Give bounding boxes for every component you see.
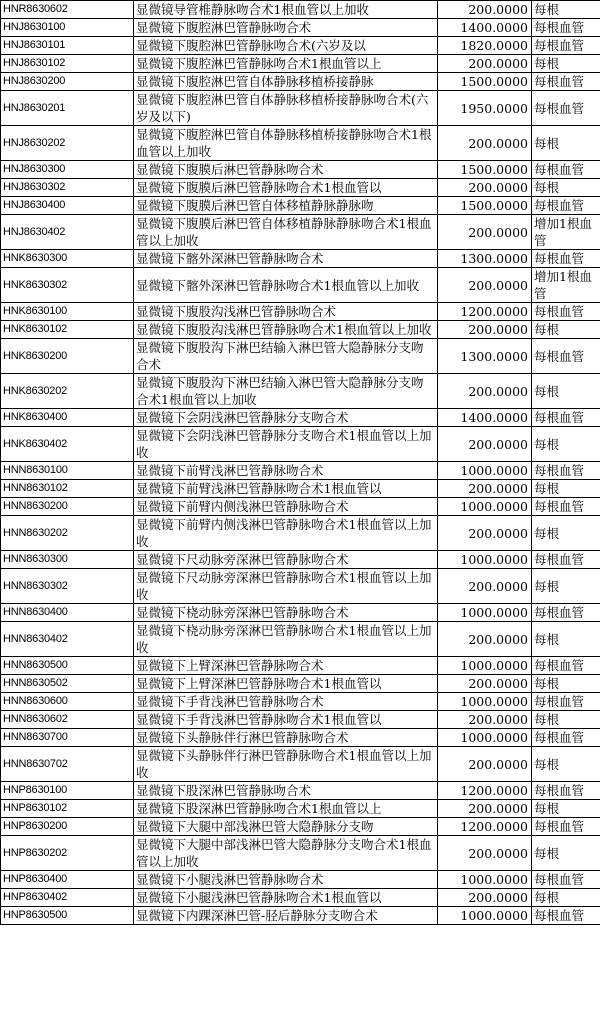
table-row [1,19,600,37]
item-name-cell: 显微镜下股深淋巴管静脉吻合术1根血管以上 [134,800,438,818]
item-name-cell: 显微镜下腹膜后淋巴管自体移植静脉静脉吻合术1根血管以上加收 [134,215,438,250]
item-name-cell: 显微镜下腹膜后淋巴管静脉吻合术1根血管以 [134,179,438,197]
item-unit-cell: 每根 [532,800,600,818]
table-row [1,37,600,55]
table-row [1,179,600,197]
item-unit-cell: 增加1根血管 [532,268,600,303]
table-row [1,73,600,91]
item-price-cell: 1950.0000 [438,91,532,126]
item-code-cell: HNP8630100 [1,782,134,800]
table-row [1,871,600,889]
item-name-cell: 显微镜下腹腔淋巴管静脉吻合术 [134,19,438,37]
item-name-cell: 显微镜下小腿浅淋巴管静脉吻合术 [134,871,438,889]
item-price-cell: 1500.0000 [438,73,532,91]
item-unit-cell: 每根 [532,55,600,73]
item-unit-cell: 每根血管 [532,782,600,800]
item-unit-cell: 每根血管 [532,19,600,37]
item-unit-cell: 每根血管 [532,871,600,889]
item-price-cell: 200.0000 [438,569,532,604]
item-code-cell: HNJ8630200 [1,73,134,91]
item-unit-cell: 每根血管 [532,693,600,711]
item-code-cell: HNJ8630202 [1,126,134,161]
item-code-cell: HNK8630302 [1,268,134,303]
item-unit-cell: 每根血管 [532,73,600,91]
item-code-cell: HNN8630700 [1,729,134,747]
item-name-cell: 显微镜下头静脉伴行淋巴管静脉吻合术 [134,729,438,747]
table-row [1,250,600,268]
table-row [1,657,600,675]
item-code-cell: HNN8630400 [1,604,134,622]
table-row [1,161,600,179]
item-name-cell: 显微镜下腹腔淋巴管静脉吻合术1根血管以上 [134,55,438,73]
table-row [1,91,600,126]
item-price-cell: 200.0000 [438,55,532,73]
item-code-cell: HNJ8630402 [1,215,134,250]
table-row [1,516,600,551]
table-row [1,800,600,818]
item-name-cell: 显微镜下腹股沟浅淋巴管静脉吻合术1根血管以上加收 [134,321,438,339]
item-code-cell: HNP8630200 [1,818,134,836]
item-unit-cell: 每根 [532,622,600,657]
item-name-cell: 显微镜下大腿中部浅淋巴管大隐静脉分支吻合术1根血管以上加收 [134,836,438,871]
item-price-cell: 1200.0000 [438,818,532,836]
item-unit-cell: 每根血管 [532,409,600,427]
item-price-cell: 1400.0000 [438,19,532,37]
table-row [1,303,600,321]
item-name-cell: 显微镜下内踝深淋巴管-胫后静脉分支吻合术 [134,907,438,925]
table-row [1,729,600,747]
table-row [1,836,600,871]
item-code-cell: HNN8630300 [1,551,134,569]
item-code-cell: HNJ8630101 [1,37,134,55]
item-unit-cell: 每根 [532,374,600,409]
item-name-cell: 显微镜下尺动脉旁深淋巴管静脉吻合术1根血管以上加收 [134,569,438,604]
item-unit-cell: 每根血管 [532,498,600,516]
item-code-cell: HNP8630500 [1,907,134,925]
item-unit-cell: 每根血管 [532,907,600,925]
table-row [1,462,600,480]
item-price-cell: 200.0000 [438,622,532,657]
item-unit-cell: 每根 [532,480,600,498]
table-row [1,427,600,462]
table-row [1,622,600,657]
item-price-cell: 200.0000 [438,711,532,729]
item-unit-cell: 每根 [532,321,600,339]
item-unit-cell: 增加1根血管 [532,215,600,250]
table-row [1,551,600,569]
item-unit-cell: 每根血管 [532,339,600,374]
item-unit-cell: 每根血管 [532,657,600,675]
item-price-cell: 200.0000 [438,268,532,303]
item-price-cell: 200.0000 [438,889,532,907]
item-unit-cell: 每根 [532,1,600,19]
item-price-cell: 200.0000 [438,427,532,462]
item-name-cell: 显微镜下头静脉伴行淋巴管静脉吻合术1根血管以上加收 [134,747,438,782]
item-code-cell: HNP8630202 [1,836,134,871]
table-row [1,675,600,693]
item-price-cell: 1200.0000 [438,782,532,800]
item-price-cell: 200.0000 [438,836,532,871]
item-code-cell: HNK8630102 [1,321,134,339]
item-code-cell: HNN8630502 [1,675,134,693]
item-code-cell: HNJ8630201 [1,91,134,126]
item-price-cell: 1500.0000 [438,197,532,215]
item-price-cell: 1500.0000 [438,161,532,179]
item-unit-cell: 每根 [532,126,600,161]
table-row [1,374,600,409]
item-name-cell: 显微镜导管椎静脉吻合术1根血管以上加收 [134,1,438,19]
item-price-cell: 200.0000 [438,747,532,782]
item-code-cell: HNN8630102 [1,480,134,498]
fee-table-body [1,1,600,925]
table-row [1,55,600,73]
item-price-cell: 200.0000 [438,126,532,161]
item-name-cell: 显微镜下上臂深淋巴管静脉吻合术1根血管以 [134,675,438,693]
item-name-cell: 显微镜下桡动脉旁深淋巴管静脉吻合术1根血管以上加收 [134,622,438,657]
item-price-cell: 1200.0000 [438,303,532,321]
item-code-cell: HNK8630202 [1,374,134,409]
table-row [1,907,600,925]
item-unit-cell: 每根 [532,711,600,729]
item-price-cell: 1000.0000 [438,693,532,711]
item-name-cell: 显微镜下髂外深淋巴管静脉吻合术1根血管以上加收 [134,268,438,303]
table-row [1,747,600,782]
item-price-cell: 200.0000 [438,480,532,498]
item-unit-cell: 每根血管 [532,303,600,321]
item-unit-cell: 每根 [532,747,600,782]
item-unit-cell: 每根血管 [532,91,600,126]
table-row [1,268,600,303]
item-unit-cell: 每根血管 [532,462,600,480]
item-name-cell: 显微镜下大腿中部浅淋巴管大隐静脉分支吻 [134,818,438,836]
item-price-cell: 1000.0000 [438,657,532,675]
item-code-cell: HNN8630600 [1,693,134,711]
item-name-cell: 显微镜下上臂深淋巴管静脉吻合术 [134,657,438,675]
table-row [1,711,600,729]
table-row [1,782,600,800]
item-code-cell: HNN8630402 [1,622,134,657]
item-name-cell: 显微镜下腹股沟下淋巴结输入淋巴管大隐静脉分支吻合术1根血管以上加收 [134,374,438,409]
item-unit-cell: 每根 [532,569,600,604]
item-code-cell: HNP8630400 [1,871,134,889]
item-unit-cell: 每根血管 [532,818,600,836]
item-unit-cell: 每根血管 [532,250,600,268]
item-code-cell: HNK8630400 [1,409,134,427]
item-unit-cell: 每根血管 [532,551,600,569]
item-name-cell: 显微镜下腹腔淋巴管自体静脉移植桥接静脉 [134,73,438,91]
item-price-cell: 1000.0000 [438,729,532,747]
table-row [1,818,600,836]
table-row [1,409,600,427]
item-unit-cell: 每根 [532,516,600,551]
table-row [1,693,600,711]
item-name-cell: 显微镜下腹腔淋巴管静脉吻合术(六岁及以 [134,37,438,55]
item-price-cell: 1000.0000 [438,871,532,889]
item-name-cell: 显微镜下会阴浅淋巴管静脉分支吻合术1根血管以上加收 [134,427,438,462]
item-code-cell: HNN8630702 [1,747,134,782]
item-code-cell: HNN8630100 [1,462,134,480]
item-code-cell: HNJ8630102 [1,55,134,73]
item-unit-cell: 每根 [532,675,600,693]
item-code-cell: HNN8630202 [1,516,134,551]
table-row [1,126,600,161]
item-code-cell: HNK8630200 [1,339,134,374]
item-price-cell: 200.0000 [438,516,532,551]
item-name-cell: 显微镜下会阴浅淋巴管静脉分支吻合术 [134,409,438,427]
item-name-cell: 显微镜下手背浅淋巴管静脉吻合术 [134,693,438,711]
item-unit-cell: 每根 [532,889,600,907]
table-row [1,569,600,604]
item-unit-cell: 每根血管 [532,37,600,55]
item-unit-cell: 每根 [532,427,600,462]
item-name-cell: 显微镜下腹股沟浅淋巴管静脉吻合术 [134,303,438,321]
item-name-cell: 显微镜下髂外深淋巴管静脉吻合术 [134,250,438,268]
item-price-cell: 200.0000 [438,179,532,197]
table-row [1,889,600,907]
item-price-cell: 1300.0000 [438,250,532,268]
item-price-cell: 200.0000 [438,215,532,250]
item-code-cell: HNK8630300 [1,250,134,268]
item-name-cell: 显微镜下前臂浅淋巴管静脉吻合术1根血管以 [134,480,438,498]
item-code-cell: HNN8630302 [1,569,134,604]
item-name-cell: 显微镜下尺动脉旁深淋巴管静脉吻合术 [134,551,438,569]
item-code-cell: HNN8630602 [1,711,134,729]
table-row [1,321,600,339]
item-price-cell: 200.0000 [438,675,532,693]
item-code-cell: HNJ8630302 [1,179,134,197]
item-code-cell: HNP8630402 [1,889,134,907]
item-code-cell: HNJ8630100 [1,19,134,37]
table-row [1,197,600,215]
item-unit-cell: 每根血管 [532,161,600,179]
item-unit-cell: 每根血管 [532,197,600,215]
item-name-cell: 显微镜下腹股沟下淋巴结输入淋巴管大隐静脉分支吻合术 [134,339,438,374]
item-name-cell: 显微镜下腹腔淋巴管自体静脉移植桥接静脉吻合术1根血管以上加收 [134,126,438,161]
item-unit-cell: 每根血管 [532,604,600,622]
item-price-cell: 1000.0000 [438,907,532,925]
item-code-cell: HNR8630602 [1,1,134,19]
table-row [1,498,600,516]
table-row [1,480,600,498]
item-name-cell: 显微镜下小腿浅淋巴管静脉吻合术1根血管以 [134,889,438,907]
item-code-cell: HNP8630102 [1,800,134,818]
table-row [1,339,600,374]
item-code-cell: HNN8630500 [1,657,134,675]
item-name-cell: 显微镜下腹腔淋巴管自体静脉移植桥接静脉吻合术(六岁及以下) [134,91,438,126]
item-price-cell: 1820.0000 [438,37,532,55]
item-code-cell: HNK8630402 [1,427,134,462]
item-name-cell: 显微镜下桡动脉旁深淋巴管静脉吻合术 [134,604,438,622]
table-row [1,215,600,250]
item-name-cell: 显微镜下股深淋巴管静脉吻合术 [134,782,438,800]
table-row [1,1,600,19]
item-name-cell: 显微镜下前臂内侧浅淋巴管静脉吻合术 [134,498,438,516]
item-code-cell: HNN8630200 [1,498,134,516]
table-row [1,604,600,622]
item-price-cell: 200.0000 [438,800,532,818]
item-code-cell: HNJ8630400 [1,197,134,215]
item-unit-cell: 每根 [532,179,600,197]
item-price-cell: 1000.0000 [438,498,532,516]
item-price-cell: 1000.0000 [438,551,532,569]
item-price-cell: 1000.0000 [438,604,532,622]
item-name-cell: 显微镜下腹膜后淋巴管静脉吻合术 [134,161,438,179]
item-name-cell: 显微镜下前臂浅淋巴管静脉吻合术 [134,462,438,480]
item-price-cell: 1000.0000 [438,462,532,480]
item-code-cell: HNK8630100 [1,303,134,321]
item-code-cell: HNJ8630300 [1,161,134,179]
item-unit-cell: 每根血管 [532,729,600,747]
item-name-cell: 显微镜下腹膜后淋巴管自体移植静脉静脉吻 [134,197,438,215]
item-name-cell: 显微镜下手背浅淋巴管静脉吻合术1根血管以 [134,711,438,729]
item-price-cell: 200.0000 [438,321,532,339]
item-price-cell: 1300.0000 [438,339,532,374]
item-price-cell: 200.0000 [438,1,532,19]
item-name-cell: 显微镜下前臂内侧浅淋巴管静脉吻合术1根血管以上加收 [134,516,438,551]
item-price-cell: 200.0000 [438,374,532,409]
item-price-cell: 1400.0000 [438,409,532,427]
item-unit-cell: 每根 [532,836,600,871]
